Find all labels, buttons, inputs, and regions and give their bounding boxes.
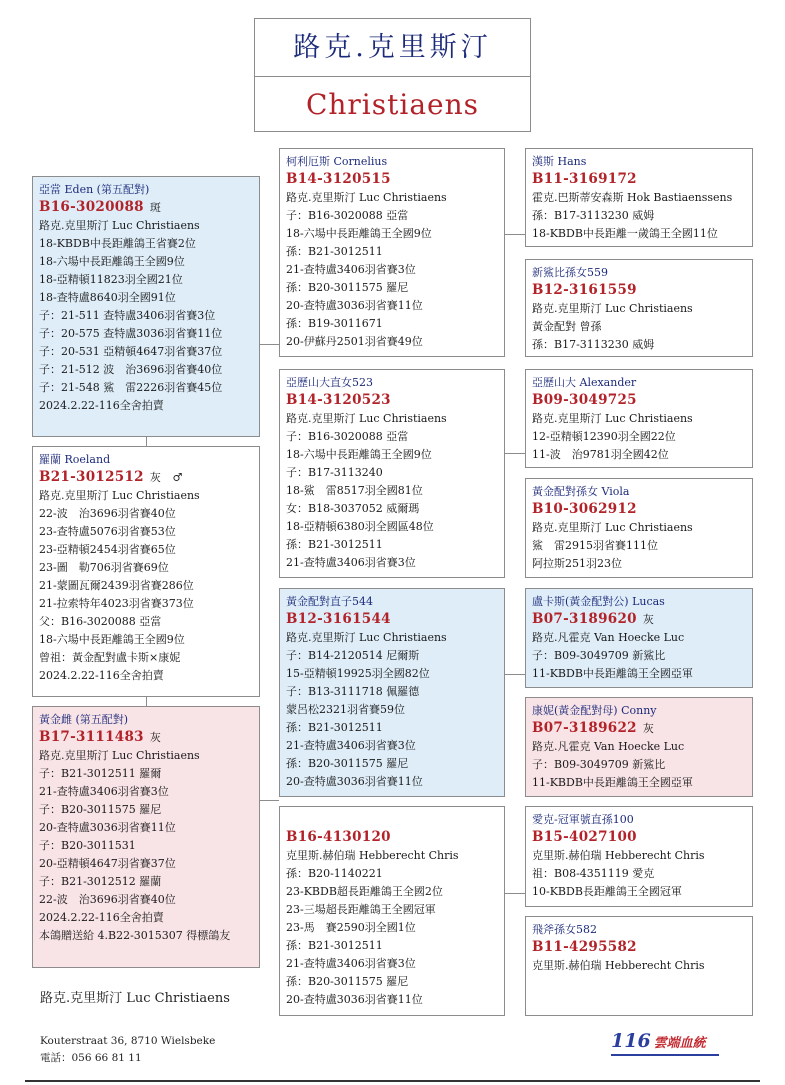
pigeon-details (286, 629, 498, 791)
detail-line: 子：21-548 鯊 雷2226羽省賽45位 (39, 381, 223, 394)
ring-number-text: B17-3111483 (39, 729, 144, 745)
detail-line: 子：B13-3111718 佩羅德 (286, 685, 420, 698)
detail-line: 孫：B20-3011575 羅尼 (286, 975, 409, 988)
detail-line: 女：B18-3037052 威爾瑪 (286, 502, 420, 515)
detail-line: 21-蒙圖瓦爾2439羽省賽286位 (39, 579, 194, 592)
detail-line: 2024.2.22-116全舍拍賣 (39, 669, 164, 682)
ring-number-text: B12-3161559 (532, 282, 637, 298)
ring-number (532, 719, 746, 738)
logo-number: 116 (611, 1030, 651, 1052)
pigeon-title: 新鯊比孫女559 (532, 266, 608, 279)
detail-line: 20-查特盧3036羽省賽11位 (286, 775, 423, 788)
detail-line: 路克.克里斯汀 Luc Christiaens (39, 489, 200, 502)
detail-line: 子：B17-3113240 (286, 466, 383, 479)
detail-line: 子：21-511 查特盧3406羽省賽3位 (39, 309, 216, 322)
detail-line: 11-波 治9781羽全國42位 (532, 448, 669, 461)
pigeon-title: 羅蘭 Roeland (39, 453, 111, 466)
connector-line (146, 697, 147, 706)
detail-line: 孫：B21-3012511 (286, 538, 383, 551)
detail-line: 霍克.巴斯蒂安森斯 Hok Bastiaenssens (532, 191, 733, 204)
dam-sire-dam-box (525, 697, 753, 797)
detail-line: 18-亞精頓11823羽全國21位 (39, 273, 183, 286)
sire-sire-dam-box (525, 259, 753, 357)
detail-line: 路克.克里斯汀 Luc Christiaens (39, 749, 200, 762)
detail-line: 路克.凡霍克 Van Hoecke Luc (532, 631, 685, 644)
pigeon-details (532, 738, 746, 792)
detail-line: 2024.2.22-116全舍拍賣 (39, 399, 164, 412)
phone: 電話：056 66 81 11 (40, 1052, 142, 1064)
pigeon-details (532, 410, 746, 464)
pigeon-attributes: 灰 (149, 731, 162, 744)
detail-line: 18-六場中長距離鴿王全國9位 (39, 633, 185, 646)
detail-line: 子：20-575 查特盧3036羽省賽11位 (39, 327, 223, 340)
dam-box (32, 706, 260, 968)
detail-line: 克里斯.赫伯瑞 Hebberecht Chris (532, 849, 705, 862)
ring-number-text: B09-3049725 (532, 392, 637, 408)
detail-line: 曾祖：黃金配對盧卡斯×康妮 (39, 651, 181, 664)
pigeon-details (39, 487, 253, 685)
pigeon-title: 亞歷山大直女523 (286, 376, 373, 389)
detail-line: 2024.2.22-116全舍拍賣 (39, 911, 164, 924)
ring-number (39, 198, 253, 217)
detail-line: 路克.克里斯汀 Luc Christiaens (532, 521, 693, 534)
detail-line: 子：21-512 波 治3696羽省賽40位 (39, 363, 223, 376)
ring-number-text: B16-3020088 (39, 199, 144, 215)
detail-line: 子：B16-3020088 亞當 (286, 430, 409, 443)
pigeon-title: 愛克-冠軍號直孫100 (532, 813, 634, 826)
detail-line: 克里斯.赫伯瑞 Hebberecht Chris (286, 849, 459, 862)
pigeon-title: 黃金雌 (第五配對) (39, 713, 129, 726)
ring-number (532, 938, 746, 957)
detail-line: 子：B16-3020088 亞當 (286, 209, 409, 222)
ring-number (286, 391, 498, 410)
detail-line: 23-查特盧5076羽省賽53位 (39, 525, 176, 538)
pigeon-title: 亞歷山大 Alexander (532, 376, 637, 389)
ring-number-text: B11-4295582 (532, 939, 637, 955)
sire-sire-sire-box (525, 148, 753, 247)
pigeon-details (532, 189, 746, 243)
detail-line: 祖：B08-4351119 愛克 (532, 867, 655, 880)
detail-line: 18-六場中長距離鴿王全國9位 (286, 227, 432, 240)
connector-line (259, 344, 279, 345)
detail-line: 21-查特盧3406羽省賽3位 (39, 785, 169, 798)
connector-line (146, 437, 147, 446)
detail-line: 20-亞精頓4647羽省賽37位 (39, 857, 176, 870)
pigeon-details (286, 410, 498, 572)
detail-line: 18-六場中長距離鴿王全國9位 (286, 448, 432, 461)
pigeon-attributes: 灰 (642, 613, 655, 626)
ring-number (286, 170, 498, 189)
detail-line: 蒙呂松2321羽省賽59位 (286, 703, 405, 716)
pigeon-title: 亞當 Eden (第五配對) (39, 183, 150, 196)
ring-number (532, 170, 746, 189)
detail-line: 子：B14-2120514 尼爾斯 (286, 649, 420, 662)
pigeon-title: 康妮(黃金配對母) Conny (532, 704, 657, 717)
dam-sire-sire-box (525, 588, 753, 688)
detail-line: 18-查特盧8640羽全國91位 (39, 291, 176, 304)
detail-line: 11-KBDB中長距離鴿王全國亞軍 (532, 667, 693, 680)
ring-number (286, 828, 498, 847)
ring-number (286, 610, 498, 629)
connector-line (259, 800, 279, 801)
pigeon-attributes: 斑 (149, 201, 162, 214)
contact-info (40, 1033, 215, 1067)
detail-line: 克里斯.赫伯瑞 Hebberecht Chris (532, 959, 705, 972)
detail-line: 路克.凡霍克 Van Hoecke Luc (532, 740, 685, 753)
detail-line: 20-查特盧3036羽省賽11位 (286, 993, 423, 1006)
ring-number-text: B15-4027100 (532, 829, 637, 845)
dam-dam-dam-box (525, 916, 753, 1016)
detail-line: 子：B09-3049709 新鯊比 (532, 758, 666, 771)
pigeon-title: 漢斯 Hans (532, 155, 587, 168)
detail-line: 23-KBDB超長距離鴿王全國2位 (286, 885, 443, 898)
ring-number (532, 281, 746, 300)
detail-line: 路克.克里斯汀 Luc Christiaens (532, 302, 693, 315)
pigeon-details (532, 847, 746, 901)
detail-line: 孫：B17-3113230 威姆 (532, 338, 655, 351)
pigeon-title: 黃金配對孫女 Viola (532, 485, 630, 498)
detail-line: 鯊 雷2915羽省賽111位 (532, 539, 658, 552)
detail-line: 18-鯊 雷8517羽全國81位 (286, 484, 423, 497)
ring-number-text: B14-3120523 (286, 392, 391, 408)
detail-line: 21-查特盧3406羽省賽3位 (286, 263, 416, 276)
detail-line: 23-亞精頓2454羽省賽65位 (39, 543, 176, 556)
ring-number (39, 468, 253, 487)
pigeon-attributes: 灰 ♂ (149, 471, 183, 484)
ring-number-text: B14-3120515 (286, 171, 391, 187)
connector-line (505, 453, 525, 454)
sire-dam-sire-box (525, 369, 753, 468)
detail-line: 12-亞精頓12390羽全國22位 (532, 430, 676, 443)
detail-line: 孫：B20-3011575 羅尼 (286, 757, 409, 770)
subject-pigeon-box (32, 446, 260, 697)
detail-line: 孫：B21-3012511 (286, 939, 383, 952)
pigeon-details (39, 747, 253, 945)
detail-line: 21-查特盧3406羽省賽3位 (286, 556, 416, 569)
detail-line: 孫：B20-3011575 羅尼 (286, 281, 409, 294)
connector-line (505, 234, 525, 235)
dam-dam-sire-box (525, 806, 753, 907)
dam-dam-box (279, 806, 505, 1016)
detail-line: 本鴿贈送給 4.B22-3015307 得標鴿友 (39, 929, 231, 942)
detail-line: 孫：B19-3011671 (286, 317, 383, 330)
sire-dam-dam-box (525, 478, 753, 578)
ring-number-text: B16-4130120 (286, 829, 391, 845)
pigeon-details (532, 957, 746, 975)
detail-line: 路克.克里斯汀 Luc Christiaens (286, 631, 447, 644)
detail-line: 子：20-531 亞精頓4647羽省賽37位 (39, 345, 223, 358)
pigeon-title (286, 812, 498, 828)
detail-line: 18-KBDB中長距離鴿王省賽2位 (39, 237, 196, 250)
detail-line: 22-波 治3696羽省賽40位 (39, 507, 176, 520)
owner-name: 路克.克里斯汀 Luc Christiaens (40, 991, 230, 1006)
detail-line: 18-KBDB中長距離一歲鴿王全國11位 (532, 227, 718, 240)
detail-line: 23-馬 賽2590羽全國1位 (286, 921, 416, 934)
detail-line: 21-查特盧3406羽省賽3位 (286, 957, 416, 970)
pigeon-details (532, 300, 746, 354)
pigeon-title: 黃金配對直子544 (286, 595, 373, 608)
detail-line: 23-圖 勒706羽省賽69位 (39, 561, 169, 574)
detail-line: 11-KBDB中長距離鴿王全國亞軍 (532, 776, 693, 789)
detail-line: 孫：B21-3012511 (286, 721, 383, 734)
logo-text: 雲端血統 (653, 1036, 706, 1051)
detail-line: 孫：B17-3113230 威姆 (532, 209, 655, 222)
detail-line: 子：B09-3049709 新鯊比 (532, 649, 666, 662)
bottom-divider (25, 1080, 760, 1082)
pigeon-details (286, 847, 498, 1009)
connector-line (505, 893, 525, 894)
detail-line: 21-拉索特年4023羽省賽373位 (39, 597, 194, 610)
breeder-name-english: Christiaens (305, 88, 480, 121)
detail-line: 21-查特盧3406羽省賽3位 (286, 739, 416, 752)
ring-number (532, 500, 746, 519)
detail-line: 子：B20-3011575 羅尼 (39, 803, 162, 816)
detail-line: 20-查特盧3036羽省賽11位 (39, 821, 176, 834)
pigeon-details (532, 519, 746, 573)
detail-line: 孫：B21-3012511 (286, 245, 383, 258)
detail-line: 路克.克里斯汀 Luc Christiaens (39, 219, 200, 232)
pigeon-title: 盧卡斯(黃金配對公) Lucas (532, 595, 665, 608)
pigeon-details (286, 189, 498, 351)
ring-number-text: B11-3169172 (532, 171, 637, 187)
detail-line: 22-波 治3696羽省賽40位 (39, 893, 176, 906)
detail-line: 子：B20-3011531 (39, 839, 136, 852)
ring-number (532, 610, 746, 629)
detail-line: 子：B21-3012511 羅爾 (39, 767, 162, 780)
pigeon-title: 柯利厄斯 Cornelius (286, 155, 388, 168)
detail-line: 18-亞精頓6380羽全國區48位 (286, 520, 434, 533)
breeder-name-chinese: 路克.克里斯汀 (255, 19, 530, 77)
dam-sire-box (279, 588, 505, 797)
pigeon-attributes: 灰 (642, 722, 655, 735)
sire-sire-box (279, 148, 505, 357)
pigeon-details (39, 217, 253, 415)
brand-logo (611, 1030, 723, 1058)
header-box (254, 18, 531, 132)
ring-number-text: B12-3161544 (286, 611, 391, 627)
ring-number-text: B07-3189622 (532, 720, 637, 736)
ring-number-text: B10-3062912 (532, 501, 637, 517)
address: Kouterstraat 36, 8710 Wielsbeke (40, 1035, 216, 1047)
ring-number (532, 391, 746, 410)
detail-line: 子：B21-3012512 羅蘭 (39, 875, 162, 888)
detail-line: 23-三場超長距離鴿王全國冠軍 (286, 903, 436, 916)
detail-line: 路克.克里斯汀 Luc Christiaens (286, 191, 447, 204)
detail-line: 18-六場中長距離鴿王全國9位 (39, 255, 185, 268)
pigeon-details (532, 629, 746, 683)
ring-number-text: B21-3012512 (39, 469, 144, 485)
sire-dam-box (279, 369, 505, 578)
detail-line: 孫：B20-1140221 (286, 867, 383, 880)
detail-line: 20-查特盧3036羽省賽11位 (286, 299, 423, 312)
detail-line: 阿拉斯251羽23位 (532, 557, 622, 570)
detail-line: 黃金配對 曾孫 (532, 320, 602, 333)
detail-line: 路克.克里斯汀 Luc Christiaens (286, 412, 447, 425)
sire-box (32, 176, 260, 437)
detail-line: 15-亞精頓19925羽全國82位 (286, 667, 430, 680)
ring-number-text: B07-3189620 (532, 611, 637, 627)
pigeon-title: 飛斧孫女582 (532, 923, 597, 936)
detail-line: 父：B16-3020088 亞當 (39, 615, 162, 628)
detail-line: 路克.克里斯汀 Luc Christiaens (532, 412, 693, 425)
ring-number (532, 828, 746, 847)
detail-line: 10-KBDB長距離鴿王全國冠軍 (532, 885, 682, 898)
connector-line (505, 674, 525, 675)
detail-line: 20-伊蘇丹2501羽省賽49位 (286, 335, 423, 348)
logo-underline (611, 1054, 719, 1056)
ring-number (39, 728, 253, 747)
